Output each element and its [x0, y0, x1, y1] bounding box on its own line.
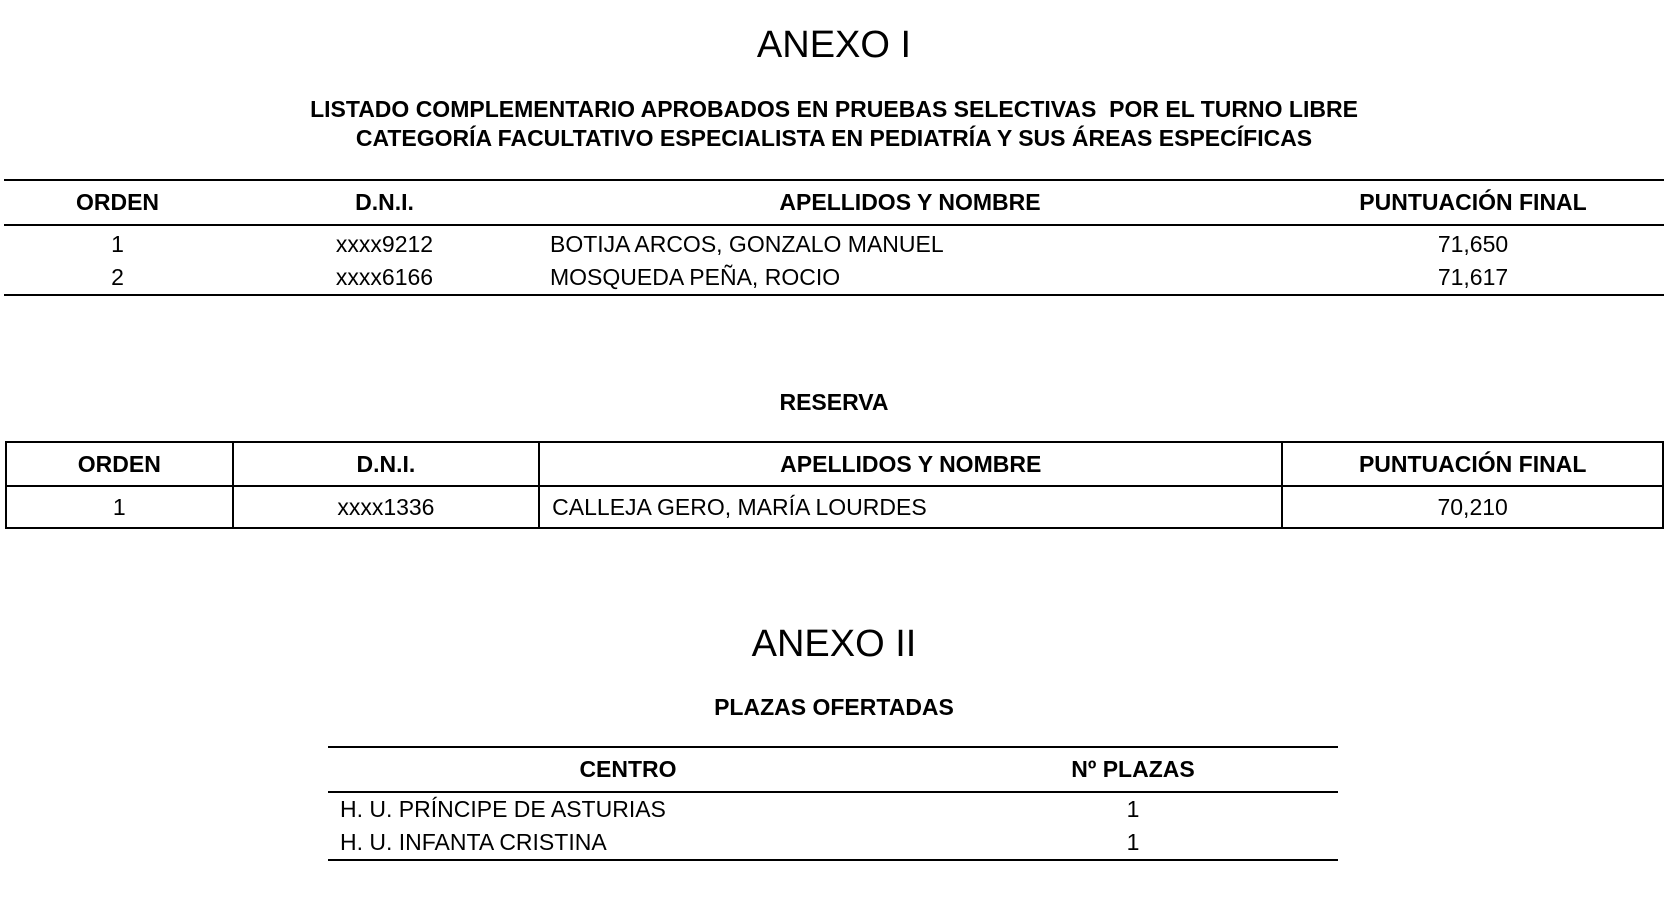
- cell-orden: 1: [111, 231, 124, 257]
- cell-puntuacion-final: 71,650: [1437, 231, 1509, 257]
- annex-1-title: ANEXO I: [756, 24, 912, 66]
- annex-2-title: ANEXO II: [751, 623, 917, 665]
- column-header-apellidos-nombre: APELLIDOS Y NOMBRE: [538, 180, 1282, 225]
- column-header-centro: CENTRO: [328, 747, 928, 792]
- column-header-orden: ORDEN: [6, 442, 233, 486]
- cell-dni: xxxx1336: [233, 486, 540, 528]
- cell-dni: xxxx6166: [335, 264, 434, 290]
- column-header-dni: D.N.I.: [233, 442, 540, 486]
- table-row: [328, 826, 1338, 860]
- plazas-table: [328, 746, 1338, 861]
- cell-orden: 2: [111, 264, 124, 290]
- table-row: [6, 486, 1663, 528]
- table-header-row: [4, 180, 1664, 225]
- column-header-apellidos-nombre: APELLIDOS Y NOMBRE: [539, 442, 1282, 486]
- cell-num-plazas: 1: [1126, 829, 1140, 855]
- annex-1-subtitle-line-2: CATEGORÍA FACULTATIVO ESPECIALISTA EN PEDIATRÍA Y SUS ÁREAS ESPECÍFICAS: [355, 125, 1313, 151]
- column-header-dni: D.N.I.: [231, 180, 538, 225]
- annex-2-subtitle: PLAZAS OFERTADAS: [714, 694, 954, 720]
- table-row: [4, 225, 1664, 261]
- cell-puntuacion-final: 70,210: [1282, 486, 1663, 528]
- column-header-puntuacion-final: PUNTUACIÓN FINAL: [1282, 442, 1663, 486]
- cell-centro: H. U. PRÍNCIPE DE ASTURIAS: [340, 796, 666, 822]
- cell-puntuacion-final: 71,617: [1437, 264, 1509, 290]
- annex-1-subtitle-line-1: LISTADO COMPLEMENTARIO APROBADOS EN PRUEBAS SELECTIVAS POR EL TURNO LIBRE: [310, 96, 1358, 122]
- column-header-puntuacion-final: PUNTUACIÓN FINAL: [1282, 180, 1664, 225]
- cell-orden: 1: [6, 486, 233, 528]
- cell-centro: H. U. INFANTA CRISTINA: [340, 829, 607, 855]
- table-header-row: [6, 442, 1663, 486]
- table-header-row: [328, 747, 1338, 792]
- reserve-table: [5, 441, 1664, 529]
- column-header-orden: ORDEN: [4, 180, 231, 225]
- reserve-title: RESERVA: [779, 389, 889, 415]
- table-row: [4, 261, 1664, 295]
- cell-num-plazas: 1: [1126, 796, 1140, 822]
- cell-apellidos-nombre: BOTIJA ARCOS, GONZALO MANUEL: [550, 231, 944, 257]
- approved-list-table: [4, 179, 1664, 296]
- cell-dni: xxxx9212: [335, 231, 434, 257]
- column-header-num-plazas: Nº PLAZAS: [928, 747, 1338, 792]
- cell-apellidos-nombre: CALLEJA GERO, MARÍA LOURDES: [539, 486, 1282, 528]
- table-row: [328, 792, 1338, 826]
- cell-apellidos-nombre: MOSQUEDA PEÑA, ROCIO: [550, 264, 841, 290]
